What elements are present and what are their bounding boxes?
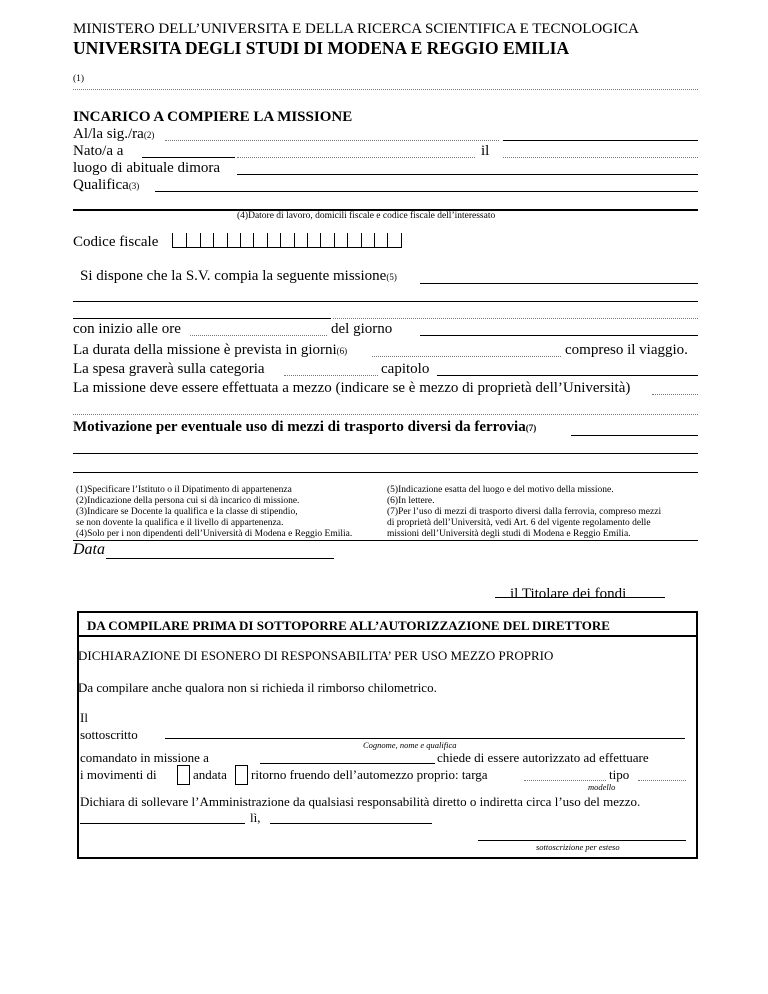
box-note: Da compilare anche qualora non si richieda il rimborso chilometrico. xyxy=(78,680,437,695)
cf-cell-divider xyxy=(186,233,187,247)
mission-field[interactable] xyxy=(420,283,698,284)
born-field[interactable] xyxy=(142,157,235,158)
born-field-2[interactable] xyxy=(237,157,475,158)
chapter-field[interactable] xyxy=(437,375,698,376)
cf-cell-divider xyxy=(253,233,254,247)
cf-cell-divider xyxy=(387,233,388,247)
data-field[interactable] xyxy=(106,558,334,559)
codice-fiscale-input[interactable] xyxy=(172,233,402,248)
cf-cell-divider xyxy=(200,233,201,247)
mission-field-4[interactable] xyxy=(333,318,698,319)
qualifica-field[interactable] xyxy=(155,191,698,192)
day-label: del giorno xyxy=(331,321,393,337)
cf-cell-divider xyxy=(240,233,241,247)
residence-label: luogo di abituale dimora xyxy=(73,160,221,176)
ritorno-checkbox[interactable] xyxy=(235,765,248,785)
il-text: Il xyxy=(80,710,88,725)
ministry-heading: MINISTERO DELL’UNIVERSITA E DELLA RICERCA SCIENTIFICA E TECNOLOGICA xyxy=(73,21,639,37)
signature-field[interactable] xyxy=(478,840,686,841)
start-day-field[interactable] xyxy=(420,335,698,336)
chapter-label: capitolo xyxy=(381,361,430,377)
footnotes-right: (5)Indicazione esatta del luogo e del motivo della missione. (6)In lettere. (7)Per l’uso di mezzi di trasporto diversi dalla ferrovia, compreso mezzi di proprietà dell’Università, vedi Art. 6 del vigente regolamento delle missioni dell’Università degli studi di Modena e Reggio Emilia. xyxy=(387,485,662,539)
mission-field-2[interactable] xyxy=(73,301,698,302)
start-time-field[interactable] xyxy=(190,335,327,336)
department-line[interactable] xyxy=(73,89,698,90)
titolare-signature-field[interactable] xyxy=(495,597,665,598)
cf-cell-divider xyxy=(374,233,375,247)
cf-cell-divider xyxy=(320,233,321,247)
duration-tail: compreso il viaggio. xyxy=(565,342,688,358)
sottoscritto-field[interactable] xyxy=(165,738,685,739)
cf-cell-divider xyxy=(307,233,308,247)
means-field[interactable] xyxy=(652,394,698,395)
start-label: con inizio alle ore xyxy=(73,321,181,337)
comandato-label: comandato in missione a xyxy=(80,750,209,765)
box-title-divider xyxy=(77,635,698,637)
targa-field[interactable] xyxy=(524,780,606,781)
motivation-field[interactable] xyxy=(571,435,698,436)
andata-label: andata xyxy=(193,767,227,782)
tipo-label: tipo xyxy=(609,767,630,782)
ritorno-label: ritorno fruendo dell’automezzo proprio: targa xyxy=(251,767,488,782)
motivation-field-2[interactable] xyxy=(73,453,698,454)
cf-cell-divider xyxy=(361,233,362,247)
titolare-label: il Titolare dei fondi xyxy=(510,586,627,602)
cf-cell-divider xyxy=(227,233,228,247)
category-label: La spesa graverà sulla categoria xyxy=(73,361,265,377)
means-field-2[interactable] xyxy=(73,414,698,415)
cognome-caption: Cognome, nome e qualifica xyxy=(363,740,457,750)
footnotes-divider xyxy=(73,540,698,541)
tipo-field[interactable] xyxy=(638,780,686,781)
box-title: DA COMPILARE PRIMA DI SOTTOPORRE ALL’AUTORIZZAZIONE DEL DIRETTORE xyxy=(87,618,610,633)
sig-field-2[interactable] xyxy=(503,140,698,141)
cf-cell-divider xyxy=(334,233,335,247)
sig-label: Al/la sig./ra(2) xyxy=(73,126,155,142)
means-label: La missione deve essere effettuata a mezzo (indicare se è mezzo di proprietà dell’Università) xyxy=(73,380,631,396)
motivation-label: Motivazione per eventuale uso di mezzi di trasporto diversi da ferrovia(7) xyxy=(73,419,537,435)
mission-field-3[interactable] xyxy=(73,318,331,319)
footnotes-left: (1)Specificare l’Istituto o il Dipatimento di appartenenza (2)Indicazione della persona cui si dà incarico di missione. (3)Indicare se Docente la qualifica e la classe di stipendio, se non dovente la qualifica e il livello di appartenenza. (4)Solo per i non dipendenti dell’Università di Modena e Reggio Emilia. xyxy=(76,485,353,539)
category-field[interactable] xyxy=(284,375,378,376)
modello-caption: modello xyxy=(588,782,616,792)
date-field[interactable] xyxy=(270,823,432,824)
birth-date-field[interactable] xyxy=(503,157,698,158)
box-heading: DICHIARAZIONE DI ESONERO DI RESPONSABILITA’ PER USO MEZZO PROPRIO xyxy=(78,648,554,663)
sig-field[interactable] xyxy=(165,140,499,141)
duration-field[interactable] xyxy=(372,356,561,357)
movimenti-label: i movimenti di xyxy=(80,767,157,782)
chiede-label: chiede di essere autorizzato ad effettuare xyxy=(437,750,649,765)
cf-cell-divider xyxy=(347,233,348,247)
data-label: Data xyxy=(73,541,105,558)
cf-label: Codice fiscale xyxy=(73,234,159,250)
form-title: INCARICO A COMPIERE LA MISSIONE xyxy=(73,109,353,125)
motivation-field-3[interactable] xyxy=(73,472,698,473)
cf-cell-divider xyxy=(280,233,281,247)
declaration-text: Dichiara di sollevare l’Amministrazione da qualsiasi responsabilità diretto o indiretta circa l’uso del mezzo. xyxy=(80,794,641,809)
employer-note: (4)Datore di lavoro, domicili fiscale e codice fiscale dell’interessato xyxy=(237,211,496,221)
cf-cell-divider xyxy=(267,233,268,247)
cf-cell-divider xyxy=(294,233,295,247)
university-heading: UNIVERSITA DEGLI STUDI DI MODENA E REGGIO EMILIA xyxy=(73,38,570,58)
duration-label: La durata della missione è prevista in giorni(6) xyxy=(73,342,348,358)
il-label: il xyxy=(481,143,490,159)
cf-cell-divider xyxy=(213,233,214,247)
li-label: lì, xyxy=(250,810,261,825)
mission-label: Si dispone che la S.V. compia la seguente missione(5) xyxy=(80,268,397,284)
born-label: Nato/a a xyxy=(73,143,124,159)
residence-field[interactable] xyxy=(237,174,698,175)
andata-checkbox[interactable] xyxy=(177,765,190,785)
sottoscritto-label: sottoscritto xyxy=(80,727,138,742)
signature-caption: sottoscrizione per esteso xyxy=(536,842,620,852)
comandato-field[interactable] xyxy=(260,763,435,764)
qualifica-label: Qualifica(3) xyxy=(73,177,140,193)
place-field[interactable] xyxy=(80,823,245,824)
footnote-ref-1: (1) xyxy=(73,74,85,84)
